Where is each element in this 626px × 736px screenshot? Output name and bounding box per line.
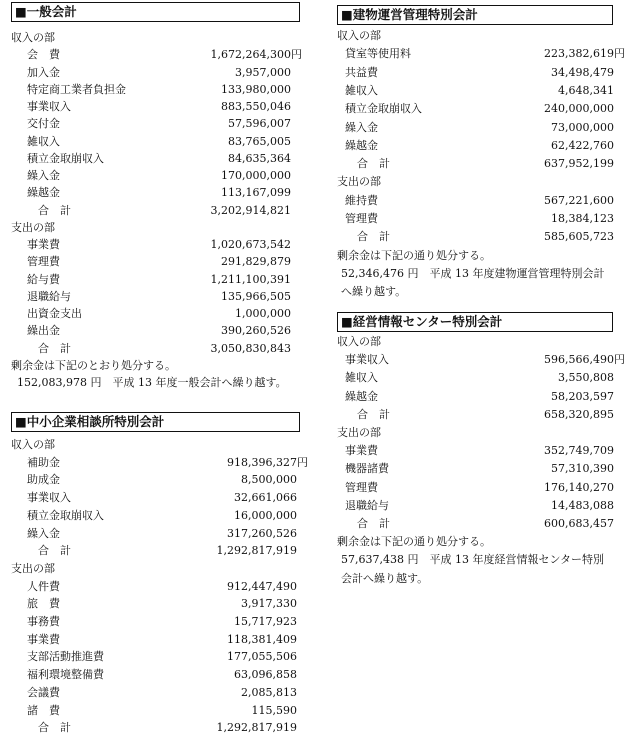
expense-row xyxy=(11,578,300,595)
row-amount: 84,635,364 xyxy=(228,151,291,165)
expense-row xyxy=(337,497,613,514)
row-amount: 133,980,000 xyxy=(221,82,291,96)
income-row xyxy=(11,489,300,506)
row-amount: 637,952,199 xyxy=(544,157,614,171)
expense-row xyxy=(337,192,613,209)
income-total-row xyxy=(337,155,613,172)
expense-header xyxy=(11,219,300,236)
row-amount: 3,957,000 xyxy=(235,65,291,79)
row-amount: 8,500,000 xyxy=(241,473,297,487)
expense-row xyxy=(11,648,300,665)
row-label: 事業収入 xyxy=(345,353,389,367)
row-amount: 317,260,526 xyxy=(227,526,297,540)
row-amount: 115,590 xyxy=(251,703,297,717)
row-amount: 113,167,099 xyxy=(221,186,291,200)
row-label: 合 計 xyxy=(38,203,71,217)
row-amount: 1,292,817,919 xyxy=(216,721,297,735)
row-label: 積立金取崩収入 xyxy=(27,508,104,522)
row-amount: 596,566,490 xyxy=(544,353,614,367)
row-amount: 4,648,341 xyxy=(558,83,614,97)
row-label: 繰越金 xyxy=(27,186,60,200)
row-amount: 1,020,673,542 xyxy=(210,238,291,251)
row-label: 繰出金 xyxy=(27,324,60,338)
income-row xyxy=(11,64,300,81)
income-row xyxy=(337,100,613,117)
row-label: 給与費 xyxy=(27,272,60,286)
surplus-note: 剰余金は下記の通り処分する。 xyxy=(337,248,491,262)
row-label: 事業収入 xyxy=(27,491,71,505)
row-unit: 円 xyxy=(614,353,625,367)
row-label: 合 計 xyxy=(38,544,71,558)
section-heading-text: 支出の部 xyxy=(11,561,55,575)
row-label: 特定商工業者負担金 xyxy=(27,82,126,96)
row-amount: 2,085,813 xyxy=(241,685,297,699)
row-label: 福利環境整備費 xyxy=(27,668,104,682)
income-row xyxy=(11,46,300,63)
expense-row xyxy=(11,666,300,683)
row-label: 積立金取崩収入 xyxy=(27,151,104,165)
expense-row xyxy=(11,595,300,612)
row-amount: 118,381,409 xyxy=(227,632,297,646)
row-unit: 円 xyxy=(291,48,302,62)
expense-total-row xyxy=(11,719,300,736)
section-title: ■一般会計 xyxy=(11,2,300,22)
row-amount: 600,683,457 xyxy=(544,517,614,530)
row-amount: 14,483,088 xyxy=(551,498,614,512)
income-row xyxy=(11,133,300,150)
expense-row xyxy=(337,479,613,496)
expense-header xyxy=(337,173,613,190)
expense-row xyxy=(11,684,300,701)
expense-header xyxy=(11,560,300,577)
section-heading-text: 支出の部 xyxy=(337,175,381,189)
income-row xyxy=(337,82,613,99)
row-unit: 円 xyxy=(297,455,308,469)
income-row xyxy=(11,471,300,488)
row-label: 雑収入 xyxy=(345,371,378,385)
row-amount: 912,447,490 xyxy=(227,579,297,593)
section-heading-text: 収入の部 xyxy=(337,335,381,348)
row-amount: 62,422,760 xyxy=(551,138,614,152)
expense-row xyxy=(11,631,300,648)
row-label: 加入金 xyxy=(27,65,60,79)
expense-header xyxy=(337,424,613,441)
section-sme xyxy=(11,412,308,735)
row-label: 会 費 xyxy=(27,48,60,62)
row-label: 交付金 xyxy=(27,117,60,131)
expense-row xyxy=(11,613,300,630)
section-general xyxy=(11,2,302,389)
row-amount: 83,765,005 xyxy=(228,134,291,148)
income-row xyxy=(337,351,625,368)
row-amount: 135,966,505 xyxy=(221,289,291,303)
income-total-row xyxy=(11,542,300,559)
income-row xyxy=(337,119,613,136)
income-row xyxy=(11,454,308,471)
row-amount: 585,605,723 xyxy=(544,230,614,244)
expense-row xyxy=(11,305,300,322)
row-label: 繰入金 xyxy=(345,120,378,134)
row-label: 繰入金 xyxy=(27,169,60,182)
row-label: 積立金取崩収入 xyxy=(345,102,422,116)
section-title: ■建物運営管理特別会計 xyxy=(337,5,613,25)
row-label: 機器諸費 xyxy=(345,462,389,476)
income-total-row xyxy=(337,406,613,423)
row-label: 人件費 xyxy=(27,579,60,593)
row-amount: 58,203,597 xyxy=(551,389,614,403)
row-amount: 34,498,479 xyxy=(551,65,614,79)
row-label: 補助金 xyxy=(27,455,60,469)
row-label: 合 計 xyxy=(357,230,390,244)
row-label: 支部活動推進費 xyxy=(27,650,104,664)
income-row xyxy=(337,64,613,81)
row-label: 出資金支出 xyxy=(27,307,82,320)
row-amount: 567,221,600 xyxy=(544,193,614,207)
section-title: ■経営情報センター特別会計 xyxy=(337,312,613,332)
expense-row xyxy=(11,271,300,288)
row-label: 会議費 xyxy=(27,685,60,699)
income-row xyxy=(11,184,300,201)
expense-row xyxy=(11,702,300,719)
income-header xyxy=(337,333,613,350)
expense-row xyxy=(337,442,613,459)
row-amount: 18,384,123 xyxy=(551,212,614,225)
row-amount: 73,000,000 xyxy=(551,120,614,134)
row-label: 合 計 xyxy=(357,407,390,421)
row-label: 旅 費 xyxy=(27,597,60,611)
row-amount: 176,140,270 xyxy=(544,480,614,494)
income-row xyxy=(337,369,613,386)
row-label: 繰越金 xyxy=(345,138,378,152)
row-label: 管理費 xyxy=(345,212,378,225)
row-label: 合 計 xyxy=(357,517,390,530)
expense-total-row xyxy=(337,515,613,532)
row-amount: 1,211,100,391 xyxy=(210,272,291,286)
section-heading-text: 収入の部 xyxy=(11,31,55,44)
row-amount: 1,672,264,300 xyxy=(210,48,291,62)
surplus-note: 57,637,438 円 平成 13 年度経営情報センター特別 xyxy=(341,553,605,567)
row-amount: 15,717,923 xyxy=(234,615,297,628)
expense-total-row xyxy=(337,228,613,245)
row-amount: 170,000,000 xyxy=(221,169,291,182)
row-label: 事業費 xyxy=(345,444,378,458)
section-building xyxy=(337,5,625,299)
row-amount: 3,202,914,821 xyxy=(210,203,291,217)
row-label: 繰入金 xyxy=(27,526,60,540)
income-row xyxy=(11,98,300,115)
row-label: 管理費 xyxy=(345,480,378,494)
row-label: 合 計 xyxy=(357,157,390,171)
row-amount: 32,661,066 xyxy=(234,491,297,505)
row-amount: 1,292,817,919 xyxy=(216,544,297,558)
row-amount: 16,000,000 xyxy=(234,508,297,522)
income-row xyxy=(337,388,613,405)
row-label: 繰越金 xyxy=(345,389,378,403)
income-row xyxy=(11,150,300,167)
income-row xyxy=(11,81,300,98)
section-heading-text: 収入の部 xyxy=(337,29,381,42)
income-row xyxy=(11,525,300,542)
income-header xyxy=(11,436,300,453)
income-header xyxy=(337,27,613,44)
income-row xyxy=(337,137,613,154)
surplus-note: 152,083,978 円 平成 13 年度一般会計へ繰り越す。 xyxy=(17,376,287,389)
row-amount: 883,550,046 xyxy=(221,100,291,113)
row-unit: 円 xyxy=(614,47,625,61)
row-amount: 291,829,879 xyxy=(221,255,291,269)
income-row xyxy=(337,45,625,62)
section-heading-text: 支出の部 xyxy=(337,426,381,439)
row-amount: 352,749,709 xyxy=(544,444,614,458)
row-label: 合 計 xyxy=(38,721,71,735)
section-infocenter xyxy=(337,312,625,585)
section-heading-text: 支出の部 xyxy=(11,220,55,234)
row-amount: 658,320,895 xyxy=(544,407,614,421)
row-label: 雑収入 xyxy=(345,83,378,97)
row-amount: 1,000,000 xyxy=(235,307,291,320)
section-heading-text: 収入の部 xyxy=(11,438,55,451)
income-header xyxy=(11,29,300,46)
row-amount: 3,550,808 xyxy=(558,371,614,385)
income-row xyxy=(11,507,300,524)
expense-total-row xyxy=(11,340,300,357)
row-label: 雑収入 xyxy=(27,134,60,148)
surplus-note: 剰余金は下記のとおり処分する。 xyxy=(11,358,176,372)
row-label: 助成金 xyxy=(27,473,60,487)
expense-row xyxy=(337,460,613,477)
row-amount: 3,050,830,843 xyxy=(210,341,291,355)
row-label: 退職給与 xyxy=(27,289,71,303)
row-label: 事業費 xyxy=(27,632,60,646)
row-label: 貸室等使用料 xyxy=(345,47,411,61)
row-amount: 223,382,619 xyxy=(544,47,614,61)
expense-row xyxy=(11,236,300,253)
row-label: 事業収入 xyxy=(27,100,71,113)
section-title: ■中小企業相談所特別会計 xyxy=(11,412,300,432)
income-row xyxy=(11,167,300,184)
row-amount: 3,917,330 xyxy=(241,597,297,611)
row-amount: 240,000,000 xyxy=(544,102,614,116)
row-amount: 177,055,506 xyxy=(227,650,297,664)
income-row xyxy=(11,115,300,132)
row-label: 管理費 xyxy=(27,255,60,269)
row-amount: 57,310,390 xyxy=(551,462,614,476)
surplus-note: 52,346,476 円 平成 13 年度建物運営管理特別会計 xyxy=(341,266,605,280)
row-label: 維持費 xyxy=(345,193,378,207)
income-total-row xyxy=(11,202,300,219)
surplus-note: 会計へ繰り越す。 xyxy=(341,571,429,585)
row-label: 諸 費 xyxy=(27,703,60,717)
expense-row xyxy=(11,253,300,270)
surplus-note: へ繰り越す。 xyxy=(341,285,407,299)
row-label: 事業費 xyxy=(27,238,60,251)
row-amount: 918,396,327 xyxy=(227,455,297,469)
expense-row xyxy=(11,322,300,339)
row-label: 合 計 xyxy=(38,341,71,355)
row-amount: 57,596,007 xyxy=(228,117,291,131)
row-label: 共益費 xyxy=(345,65,378,79)
expense-row xyxy=(11,288,300,305)
expense-row xyxy=(337,210,613,227)
row-amount: 390,260,526 xyxy=(221,324,291,338)
row-amount: 63,096,858 xyxy=(234,668,297,682)
surplus-note: 剰余金は下記の通り処分する。 xyxy=(337,535,491,549)
row-label: 退職給与 xyxy=(345,498,389,512)
row-label: 事務費 xyxy=(27,615,60,628)
